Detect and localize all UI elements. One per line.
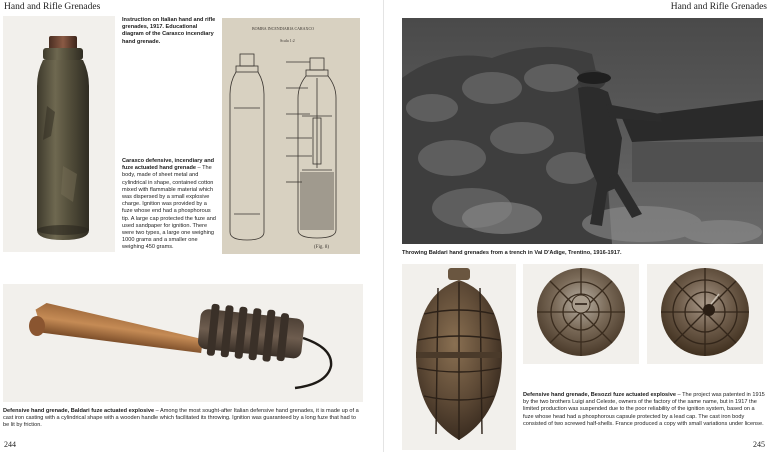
caraxco-grenade-photo	[3, 16, 115, 252]
running-head-left: Hand and Rifle Grenades	[4, 2, 101, 12]
trench-scene	[402, 18, 763, 244]
caraxco-caption-title: Caraxco defensive, incendiary and fuze actuated hand grenade	[122, 158, 215, 172]
page-number-left: 244	[4, 440, 16, 449]
baldari-grenade-photo	[3, 284, 363, 402]
besozzi-bottom-illustration	[647, 264, 763, 364]
baldari-grenade-illustration	[3, 284, 363, 402]
right-page	[385, 0, 771, 452]
besozzi-top-illustration	[523, 264, 639, 364]
besozzi-grenade-side-photo	[402, 264, 516, 450]
baldari-caption-title: Defensive hand grenade, Baldari fuze actuated explosive	[3, 408, 155, 414]
left-page	[0, 0, 384, 452]
caraxco-grenade-illustration	[3, 16, 115, 252]
besozzi-side-illustration	[402, 264, 516, 450]
besozzi-caption-title: Defensive hand grenade, Besozzi fuze actuated explosive	[523, 392, 676, 398]
instruction-caption: Instruction on Italian hand and rifle grenades, 1917. Educational diagram of the Caraxco incendiary hand grenade.	[122, 17, 216, 45]
besozzi-caption-body: – The project was patented in 1915 by the two brothers Luigi and Celeste, owners of the factory of the same name, but in 1917 the limited production was suspended due to the poor reliability of the ignition system, based on a fuze whose head had a phosphorous capsule protected by a lead cap. The cast iron body consisted of two screwed half-shells. France produced a copy with small variations under license.	[523, 392, 765, 427]
caraxco-caption-body: – The body, made of sheet metal and cylindrical in shape, contained cotton mixed with flammable material which was dispersed by a small explosive charge. Ignition was provided by a fuze whose end had a phosphorous tip. A large cap protected the fuze and used sandpaper for ignition. There were two types, a large one weighing 1000 grams and a smaller one weighing 450 grams.	[122, 165, 216, 251]
caraxco-caption	[122, 158, 218, 252]
diagram-fig: (Fig. 8)	[314, 245, 329, 250]
diagram-scale: Scala 1:2	[280, 38, 295, 43]
trench-caption: Throwing Baldari hand grenades from a trench in Val D'Adige, Trentino, 1916-1917.	[402, 250, 622, 256]
caraxco-diagram	[222, 18, 360, 254]
besozzi-caption	[523, 392, 765, 428]
baldari-caption-body: – Among the most sought-after Italian defensive hand grenades, it is made up of a cast iron casting with a cylindrical shape with a wooden handle which facilitated its throwing. Ignition was guaranteed by a long fuze that had to be lit by friction.	[3, 408, 359, 429]
diagram-drawing	[222, 18, 360, 254]
diagram-title: BOMBA INCENDIARIA CARAXCO	[252, 26, 315, 31]
running-head-right: Hand and Rifle Grenades	[670, 2, 767, 12]
page-number-right: 245	[753, 440, 765, 449]
baldari-caption	[3, 408, 363, 430]
trench-photo	[402, 18, 763, 244]
besozzi-grenade-bottom-photo	[647, 264, 763, 364]
besozzi-grenade-top-photo	[523, 264, 639, 364]
